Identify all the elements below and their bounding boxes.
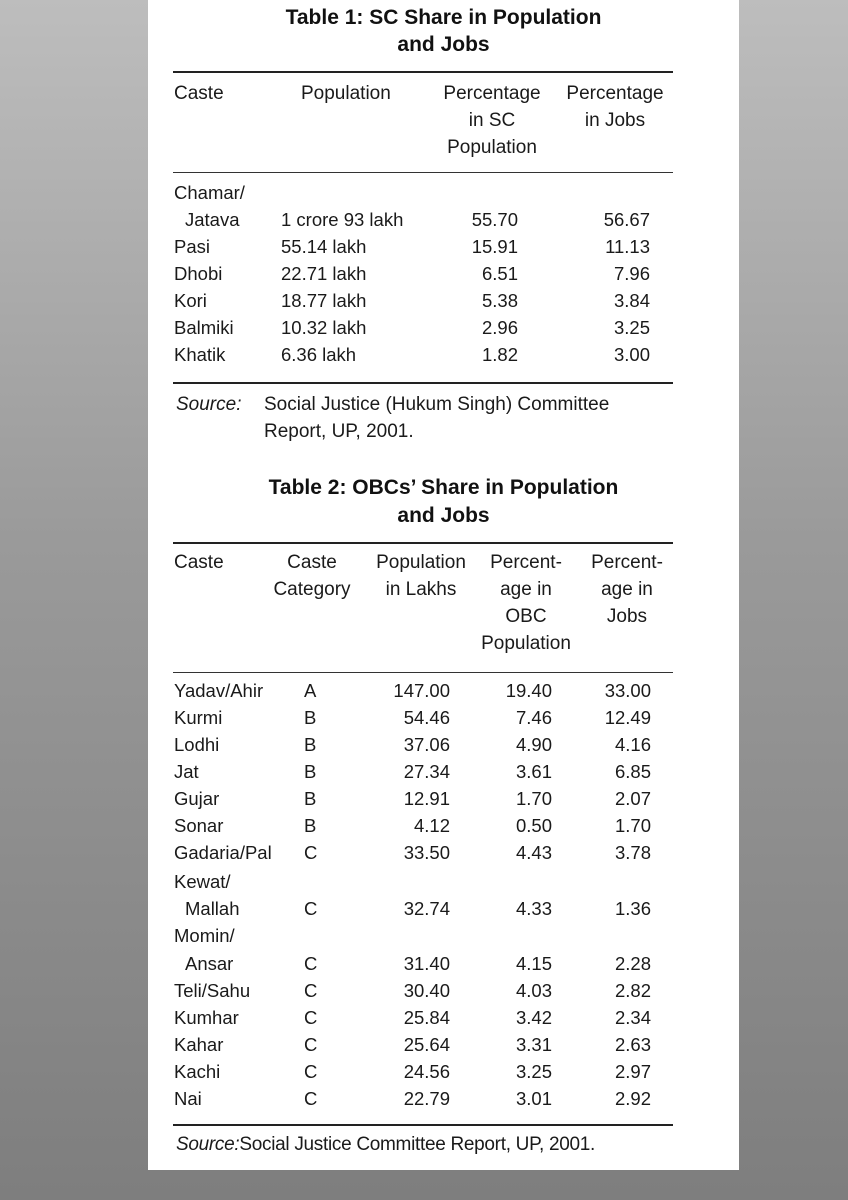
pct-sc-cell: 15.91 xyxy=(471,236,518,257)
category-cell: B xyxy=(304,761,317,782)
table-2-title: Table 2: OBCs’ Share in Population xyxy=(268,476,619,499)
caste-cell: Kurmi xyxy=(174,707,223,728)
pct-jobs-cell: 7.96 xyxy=(613,263,650,284)
pct-obc-cell: 1.70 xyxy=(515,788,552,809)
caste-cell: Dhobi xyxy=(174,263,223,284)
caste-cell: Chamar/ xyxy=(174,182,245,203)
caste-cell: Yadav/Ahir xyxy=(174,680,264,701)
table-2-header-category-1: Caste xyxy=(287,552,337,573)
pct-jobs-cell: 3.78 xyxy=(614,842,651,863)
caste-cell: Sonar xyxy=(174,815,224,836)
pct-obc-cell: 3.25 xyxy=(515,1061,552,1082)
table-1-header-pct-jobs-1: Percentage xyxy=(566,83,664,104)
caste-cell-continued: Jatava xyxy=(185,209,240,230)
caste-cell: Teli/Sahu xyxy=(174,980,251,1001)
table-1-top-rule xyxy=(173,71,673,73)
table-1-header-pct-sc-2: in SC xyxy=(468,110,516,131)
category-cell: A xyxy=(304,680,317,701)
table-1-bottom-rule xyxy=(173,382,673,384)
table-2-header-pct-obc-1: Percent- xyxy=(490,552,562,573)
caste-cell: Khatik xyxy=(174,344,226,365)
population-cell: 22.79 xyxy=(403,1088,450,1109)
population-cell: 54.46 xyxy=(403,707,450,728)
caste-cell: Kumhar xyxy=(174,1007,239,1028)
pct-sc-cell: 55.70 xyxy=(471,209,518,230)
pct-jobs-cell: 1.36 xyxy=(614,898,651,919)
population-cell: 27.34 xyxy=(403,761,450,782)
table-1-header-pct-jobs-2: in Jobs xyxy=(584,110,646,131)
pct-sc-cell: 6.51 xyxy=(481,263,518,284)
population-cell: 4.12 xyxy=(413,815,450,836)
pct-jobs-cell: 2.82 xyxy=(614,980,651,1001)
table-2-header-pct-jobs-3: Jobs xyxy=(606,606,648,627)
pct-jobs-cell: 2.07 xyxy=(614,788,651,809)
caste-cell: Pasi xyxy=(174,236,210,257)
table-2-header-caste: Caste xyxy=(174,552,224,573)
category-cell: C xyxy=(304,1034,318,1055)
caste-cell: Nai xyxy=(174,1088,202,1109)
table-1-header-caste: Caste xyxy=(174,83,224,104)
caste-cell: Kewat/ xyxy=(174,871,231,892)
table-2-header-pct-jobs-2: age in xyxy=(601,579,653,600)
category-cell: C xyxy=(304,842,318,863)
category-cell: C xyxy=(304,1061,318,1082)
caste-cell-continued: Mallah xyxy=(185,898,240,919)
category-cell: C xyxy=(304,1088,318,1109)
population-cell: 6.36 lakh xyxy=(281,344,357,365)
table-1-header-rule xyxy=(173,172,673,173)
table-1-header-pct-sc-1: Percentage xyxy=(443,83,541,104)
population-cell: 25.84 xyxy=(403,1007,450,1028)
table-2-header-population-1: Population xyxy=(376,552,466,573)
population-cell: 32.74 xyxy=(403,898,450,919)
population-cell: 31.40 xyxy=(403,953,450,974)
caste-cell: Kahar xyxy=(174,1034,224,1055)
category-cell: B xyxy=(304,734,317,755)
caste-cell: Gujar xyxy=(174,788,220,809)
table-2-source xyxy=(176,1131,595,1158)
document-page xyxy=(148,0,739,1170)
pct-obc-cell: 0.50 xyxy=(515,815,552,836)
table-1-title-line2: and Jobs xyxy=(397,33,490,56)
population-cell: 37.06 xyxy=(403,734,450,755)
pct-jobs-cell: 3.00 xyxy=(613,344,650,365)
pct-obc-cell: 3.61 xyxy=(515,761,552,782)
category-cell: C xyxy=(304,953,318,974)
pct-obc-cell: 4.33 xyxy=(515,898,552,919)
pct-jobs-cell: 4.16 xyxy=(614,734,651,755)
caste-cell: Kori xyxy=(174,290,207,311)
table-1-source-text: Social Justice (Hukum Singh) Committee xyxy=(264,394,610,415)
table-2-header-category-2: Category xyxy=(273,579,351,600)
table-1-source-text-line2: Report, UP, 2001. xyxy=(264,421,414,442)
pct-obc-cell: 7.46 xyxy=(515,707,552,728)
pct-jobs-cell: 3.84 xyxy=(613,290,650,311)
pct-obc-cell: 4.03 xyxy=(515,980,552,1001)
table-1-header-population: Population xyxy=(301,83,391,104)
caste-cell: Jat xyxy=(174,761,199,782)
category-cell: C xyxy=(304,980,318,1001)
table-2-title-line2: and Jobs xyxy=(397,504,490,527)
pct-jobs-cell: 2.63 xyxy=(614,1034,651,1055)
category-cell: B xyxy=(304,815,317,836)
table-2-header-pct-obc-3: OBC xyxy=(505,606,547,627)
table-2-header-rule xyxy=(173,672,673,673)
table-1-title: Table 1: SC Share in Population xyxy=(285,6,602,29)
pct-obc-cell: 3.42 xyxy=(515,1007,552,1028)
pct-sc-cell: 2.96 xyxy=(481,317,518,338)
pct-obc-cell: 3.01 xyxy=(515,1088,552,1109)
population-cell: 10.32 lakh xyxy=(281,317,367,338)
table-2-source-label: Source: xyxy=(176,1134,240,1155)
pct-obc-cell: 19.40 xyxy=(505,680,552,701)
pct-jobs-cell: 2.92 xyxy=(614,1088,651,1109)
table-2-header-pct-obc-2: age in xyxy=(500,579,552,600)
pct-jobs-cell: 2.34 xyxy=(614,1007,651,1028)
population-cell: 25.64 xyxy=(403,1034,450,1055)
caste-cell: Gadaria/Pal xyxy=(174,842,272,863)
pct-jobs-cell: 2.28 xyxy=(614,953,651,974)
table-2-source-text: Social Justice Committee Report, UP, 2001. xyxy=(239,1134,595,1155)
category-cell: B xyxy=(304,707,317,728)
pct-jobs-cell: 3.25 xyxy=(613,317,650,338)
pct-obc-cell: 4.15 xyxy=(515,953,552,974)
table-2-header-population-2: in Lakhs xyxy=(385,579,457,600)
category-cell: C xyxy=(304,1007,318,1028)
pct-jobs-cell: 33.00 xyxy=(604,680,651,701)
pct-jobs-cell: 56.67 xyxy=(603,209,650,230)
population-cell: 1 crore 93 lakh xyxy=(281,209,404,230)
caste-cell: Balmiki xyxy=(174,317,234,338)
table-2-top-rule xyxy=(173,542,673,544)
population-cell: 24.56 xyxy=(403,1061,450,1082)
pct-sc-cell: 1.82 xyxy=(481,344,518,365)
pct-obc-cell: 4.43 xyxy=(515,842,552,863)
table-2-header-pct-obc-4: Population xyxy=(481,633,571,654)
caste-cell: Lodhi xyxy=(174,734,220,755)
caste-cell: Kachi xyxy=(174,1061,221,1082)
population-cell: 22.71 lakh xyxy=(281,263,367,284)
category-cell: B xyxy=(304,788,317,809)
population-cell: 12.91 xyxy=(403,788,450,809)
pct-jobs-cell: 1.70 xyxy=(614,815,651,836)
table-2-bottom-rule xyxy=(173,1124,673,1126)
table-1-source-label: Source: xyxy=(176,394,242,415)
population-cell: 33.50 xyxy=(403,842,450,863)
pct-sc-cell: 5.38 xyxy=(481,290,518,311)
table-1-header-pct-sc-3: Population xyxy=(447,137,537,158)
pct-jobs-cell: 12.49 xyxy=(604,707,651,728)
caste-cell-continued: Ansar xyxy=(185,953,234,974)
population-cell: 147.00 xyxy=(393,680,450,701)
category-cell: C xyxy=(304,898,318,919)
population-cell: 55.14 lakh xyxy=(281,236,367,257)
table-2-header-pct-jobs-1: Percent- xyxy=(591,552,663,573)
population-cell: 30.40 xyxy=(403,980,450,1001)
pct-jobs-cell: 11.13 xyxy=(605,236,650,257)
pct-jobs-cell: 6.85 xyxy=(614,761,651,782)
pct-jobs-cell: 2.97 xyxy=(614,1061,651,1082)
population-cell: 18.77 lakh xyxy=(281,290,367,311)
caste-cell: Momin/ xyxy=(174,925,235,946)
pct-obc-cell: 4.90 xyxy=(515,734,552,755)
pct-obc-cell: 3.31 xyxy=(515,1034,552,1055)
